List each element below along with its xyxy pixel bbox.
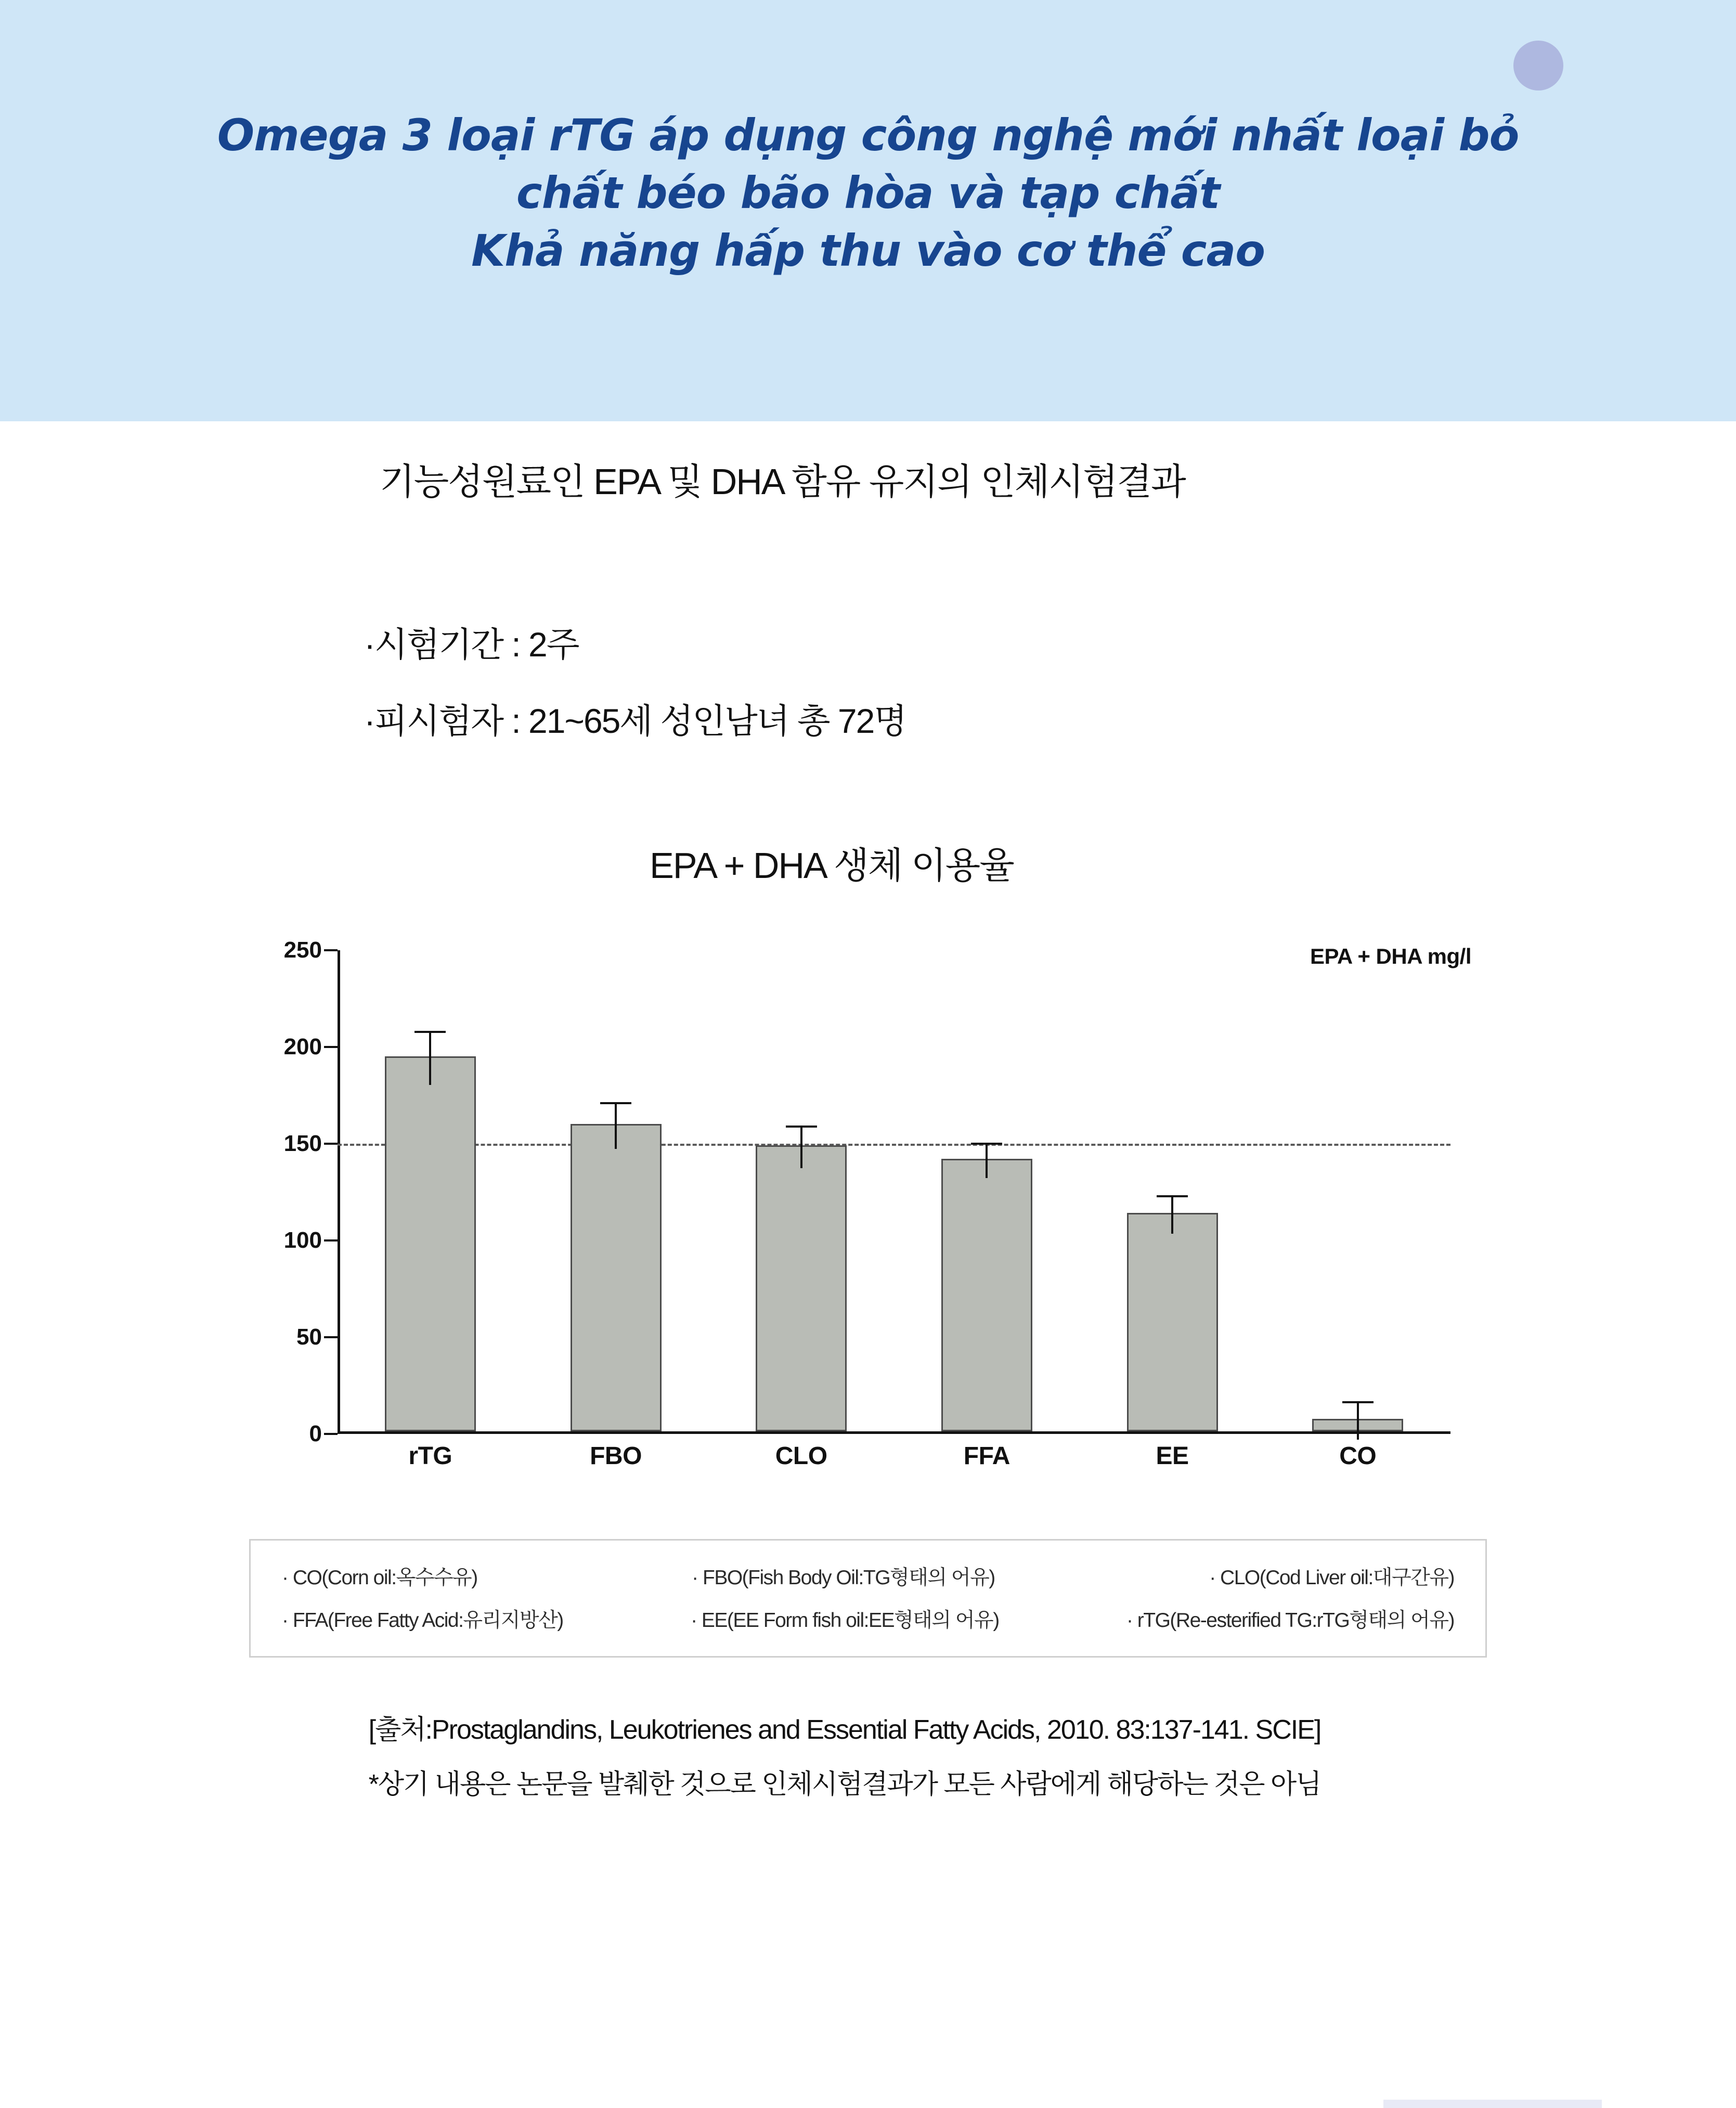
bar-rtg	[385, 1056, 476, 1431]
page-title-line-1: Omega 3 loại rTG áp dụng công nghệ mới nhất loại bỏ	[217, 110, 1519, 161]
bar-slot-ee	[1080, 950, 1265, 1431]
x-label-rtg: rTG	[408, 1442, 452, 1470]
x-label-fbo: FBO	[590, 1442, 642, 1470]
x-label-ffa: FFA	[963, 1442, 1010, 1470]
bar-series	[338, 950, 1450, 1431]
x-label-ee: EE	[1156, 1442, 1189, 1470]
chart-plot-area: 0 50 100 150 200 250	[338, 950, 1450, 1434]
legend-item-ffa: · FFA(Free Fatty Acid:유리지방산)	[282, 1609, 563, 1632]
chart-legend	[249, 1539, 1487, 1658]
bar-slot-fbo	[523, 950, 709, 1431]
legend-item-fbo: · FBO(Fish Body Oil:TG형태의 어유)	[692, 1567, 995, 1589]
bar-slot-clo	[708, 950, 894, 1431]
study-details-list	[0, 617, 1736, 743]
content-area	[0, 421, 1736, 1801]
errorbar-rtg	[429, 1031, 431, 1085]
page-title	[0, 107, 1736, 280]
errorbar-co	[1357, 1401, 1359, 1440]
footnotes	[0, 1708, 1736, 1801]
bar-slot-ffa	[894, 950, 1080, 1431]
errorcap-top-rtg	[414, 1031, 446, 1033]
chart-unit-label: EPA + DHA mg/l	[1310, 944, 1471, 968]
legend-item-rtg: · rTG(Re-esterified TG:rTG형태의 어유)	[1126, 1609, 1454, 1632]
errorcap-top-ffa	[971, 1143, 1002, 1145]
legend-item-clo: · CLO(Cod Liver oil:대구간유)	[1209, 1567, 1454, 1589]
bar-ee	[1127, 1213, 1218, 1431]
x-axis	[338, 1431, 1450, 1434]
page-title-line-3: Khả năng hấp thu vào cơ thể cao	[471, 225, 1265, 276]
bar-slot-co	[1265, 950, 1450, 1431]
errorcap-top-fbo	[600, 1102, 631, 1104]
bar-fbo	[571, 1124, 662, 1431]
bottom-strip	[0, 2094, 1736, 2108]
list-item: ·피시험자 : 21~65세 성인남녀 총 72명	[364, 702, 906, 740]
x-label-co: CO	[1339, 1442, 1377, 1470]
errorbar-fbo	[615, 1102, 617, 1149]
x-label-clo: CLO	[775, 1442, 827, 1470]
errorcap-top-ee	[1157, 1195, 1188, 1197]
errorcap-top-clo	[786, 1126, 817, 1128]
errorbar-ee	[1171, 1195, 1173, 1234]
decorative-circle-icon	[1513, 41, 1563, 90]
header-banner	[0, 0, 1736, 421]
errorbar-ffa	[986, 1143, 988, 1178]
bar-chart	[244, 929, 1492, 1481]
legend-item-co: · CO(Corn oil:옥수수유)	[282, 1567, 477, 1589]
source-citation: [출처:Prostaglandins, Leukotrienes and Essential Fatty Acids, 2010. 83:137-141. SCIE]	[368, 1715, 1321, 1745]
legend-row	[271, 1561, 1465, 1590]
legend-item-ee: · EE(EE Form fish oil:EE형태의 어유)	[691, 1609, 999, 1632]
errorcap-top-co	[1342, 1401, 1374, 1403]
bar-ffa	[941, 1159, 1032, 1431]
chart-title: EPA + DHA 생체 이용율	[650, 845, 1014, 886]
x-axis-category-labels	[338, 1442, 1450, 1470]
bar-slot-rtg	[338, 950, 523, 1431]
legend-row	[271, 1604, 1465, 1633]
list-item: ·시험기간 : 2주	[364, 625, 579, 664]
bar-clo	[756, 1145, 847, 1431]
bottom-accent-bar	[1383, 2100, 1602, 2108]
disclaimer-note: *상기 내용은 논문을 발췌한 것으로 인체시험결과가 모든 사람에게 해당하는 것은 아님	[368, 1769, 1321, 1800]
section-heading: 기능성원료인 EPA 및 DHA 함유 유지의 인체시험결과	[380, 461, 1185, 502]
errorbar-clo	[800, 1126, 802, 1168]
bar-co	[1312, 1419, 1403, 1431]
page-title-line-2: chất béo bão hòa và tạp chất	[516, 167, 1220, 218]
